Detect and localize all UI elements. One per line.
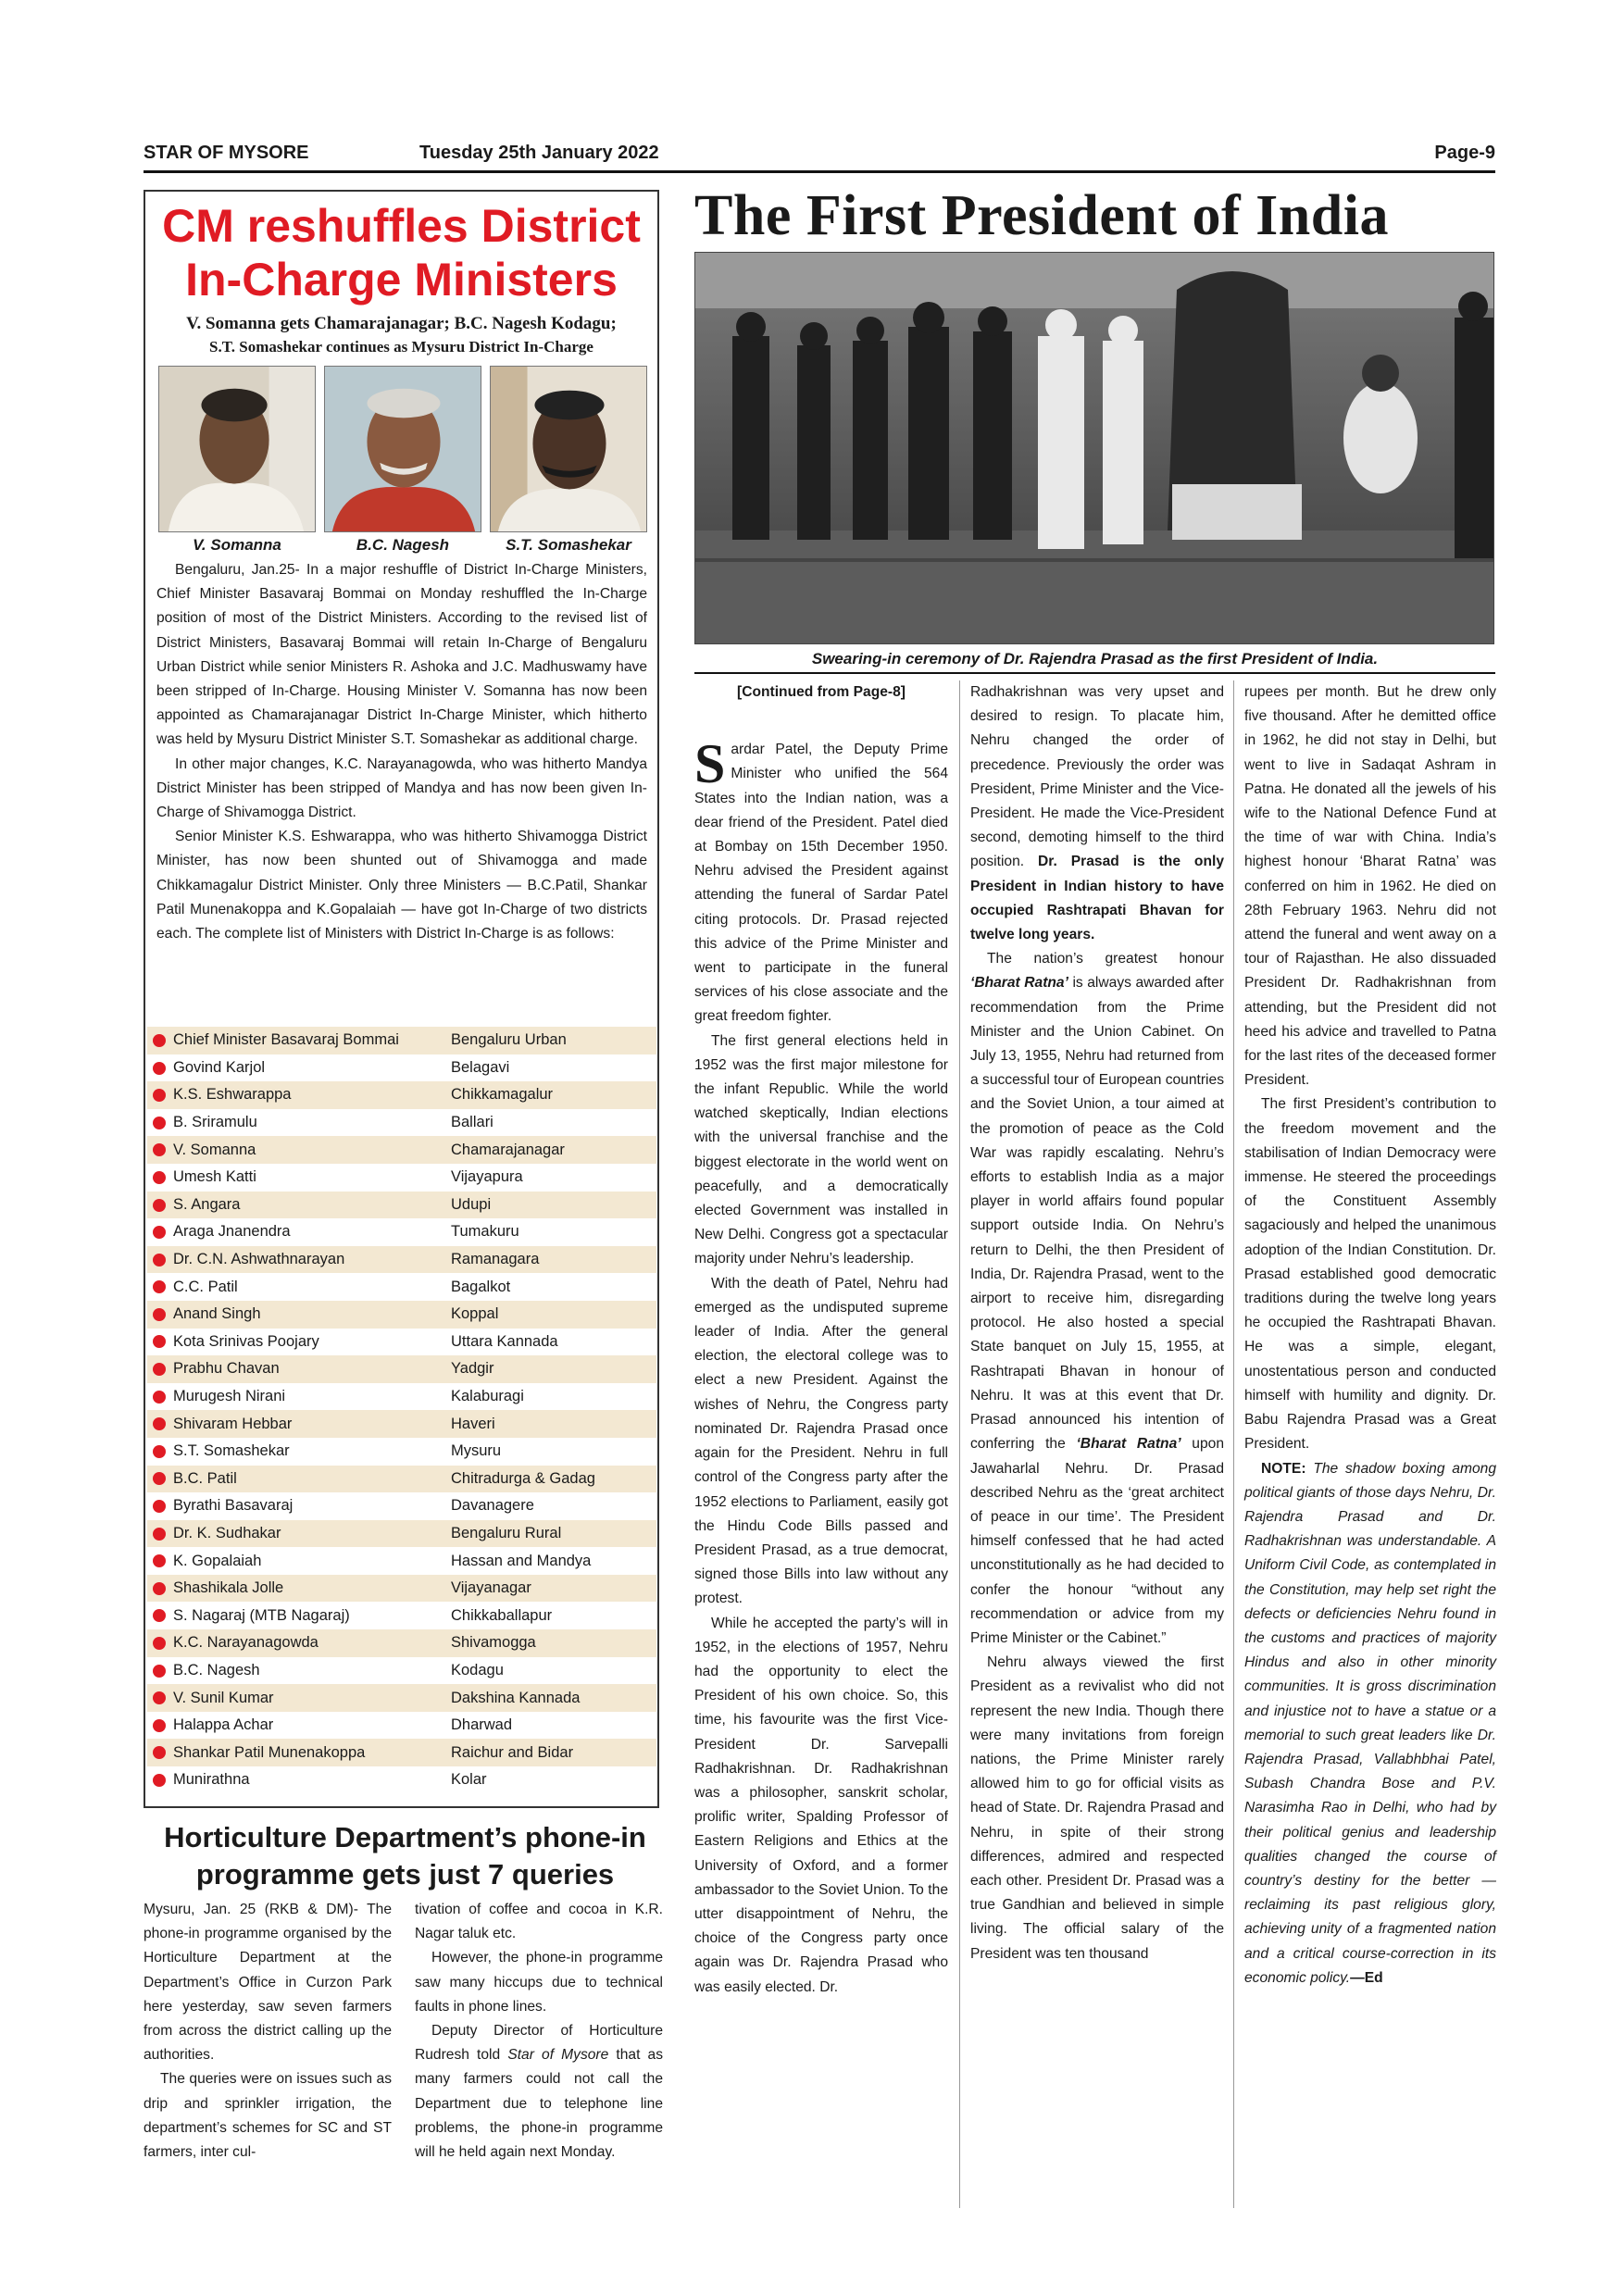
- cm-article-body: [156, 558, 647, 946]
- horticulture-paragraph: tivation of coffee and cocoa in K.R. Nagar taluk etc.: [415, 1902, 663, 1942]
- cm-paragraph: Bengaluru, Jan.25- In a major reshuffle of District In-Charge Ministers, Chief Minister Basavaraj Bommai on Monday reshuffled the In-Charge position of most of the District Ministers. According to the revised list of District Ministers, Basavaraj Bommai will retain In-Charge of Bengaluru Urban District while senior Ministers R. Ashoka and J.C. Madhuswamy have been stripped of In-Charge. Housing Minister V. Somanna has now been appointed as Chamarajanagar District In-Charge Minister, which hitherto was held by Mysuru District Minister S.T. Somashekar as additional charge.: [156, 562, 647, 748]
- president-bold-text: Dr. Prasad is the only President in Indian history to have occupied Rashtrapati Bhavan for twelve long years.: [970, 854, 1224, 943]
- red-bullet-icon: [153, 1554, 166, 1567]
- bullet-cell: [147, 1739, 173, 1766]
- president-paragraph: [970, 947, 1224, 1651]
- minister-name: B.C. Nagesh: [173, 1661, 260, 1678]
- continued-note: [Continued from Page-8]: [737, 684, 906, 700]
- minister-district: Davanagere: [451, 1497, 534, 1515]
- bullet-cell: [147, 1246, 173, 1274]
- minister-district: Chikkaballapur: [451, 1606, 553, 1624]
- note-label: NOTE:: [1261, 1460, 1306, 1477]
- minister-row: [147, 1383, 656, 1411]
- minister-district: Hassan and Mandya: [451, 1552, 592, 1569]
- red-bullet-icon: [153, 1089, 166, 1102]
- minister-row: [147, 1027, 656, 1054]
- bullet-cell: [147, 1547, 173, 1575]
- president-paragraph: With the death of Patel, Nehru had emerged as the undisputed supreme leader of India. After the general election, the electoral college was to elect a new President. Against the wishes of Nehru, the Congress party nominated Dr. Rajendra Prasad once again for the President. Nehru in full control of the Congress party after the 1952 elections to Parliament, easily got the Hindu Code Bills passed and President Prasad, as a true democrat, signed those Bills into law without any protest.: [694, 1275, 948, 1607]
- bullet-cell: [147, 1466, 173, 1493]
- red-bullet-icon: [153, 1335, 166, 1348]
- cm-headline-line1: CM reshuffles District: [162, 200, 641, 252]
- minister-row: [147, 1273, 656, 1301]
- president-paragraph: While he accepted the party’s will in 1952, in the elections of 1957, Nehru had the opportunity to elect the President of his own choice. So, this time, his favourite was the first Vice-President Dr. Sarvepalli Radhakrishnan. Dr. Radhakrishnan was a philosopher, sanskrit scholar, prolific writer, Spalding Professor of Eastern Religions and Ethics at the University of Oxford, and a former ambassador to the Soviet Union. To the utter disappointment of Nehru, the choice of the Congress party once again was Dr. Rajendra Prasad who was easily elected. Dr.: [694, 1615, 948, 1995]
- minister-district: Uttara Kannada: [451, 1332, 558, 1350]
- column-divider: [959, 680, 960, 2208]
- horticulture-headline: [144, 1819, 667, 1893]
- bullet-cell: [147, 1383, 173, 1411]
- red-bullet-icon: [153, 1445, 166, 1458]
- minister-district: Yadgir: [451, 1360, 494, 1378]
- horticulture-column-1: [144, 1898, 392, 2165]
- minister-row: [147, 1629, 656, 1657]
- minister-row: [147, 1164, 656, 1192]
- note-text: The shadow boxing among political giants of those days Nehru, Dr. Rajendra Prasad and Dr. Radhakrishnan was understandable. A Uniform Civil Code, as contemplated in the Constitution, may help set right the defects or deficiencies Nehru found in the customs and practices of majority Hindus and also in other minority communities. It is gross discrimination and injustice not to have a statue or a memorial to such great leaders like Dr. Rajendra Prasad, Vallabhbhai Patel, Subash Chandra Bose and P.V. Narasimha Rao in Delhi, who had by their political genius and leadership qualities changed the course of country’s destiny for the better — reclaiming its past religious glory, achieving unity of a fragmented nation and a critical course-correction in its economic policy.: [1244, 1460, 1496, 1986]
- minister-row: [147, 1301, 656, 1329]
- minister-name: Chief Minister Basavaraj Bommai: [173, 1031, 399, 1049]
- minister-row: [147, 1547, 656, 1575]
- swearing-in-photo: [694, 252, 1494, 644]
- bullet-cell: [147, 1438, 173, 1466]
- president-column-1: [694, 680, 948, 2000]
- bullet-cell: [147, 1657, 173, 1685]
- minister-name: K. Gopalaiah: [173, 1552, 262, 1569]
- president-paragraph: rupees per month. But he drew only five thousand. After he demitted office in 1962, he did not stay in Delhi, but went to live in Sadaqat Ashram in Patna. He donated all the jewels of his wife to the National Defence Fund at the time of war with China. India’s highest honour ‘Bharat Ratna’ was conferred on him in 1962. He died on 28th February 1963. Nehru did not attend the funeral and went away on a tour of Rajasthan. He also dissuaded President Dr. Radhakrishnan from attending, but the President did not heed his advice and travelled to Patna for the last rites of the deceased former President.: [1244, 684, 1496, 1089]
- photo-nagesh: [324, 366, 481, 532]
- minister-name: Araga Jnanendra: [173, 1223, 291, 1241]
- minister-name: Dr. C.N. Ashwathnarayan: [173, 1251, 345, 1268]
- photo-somanna: [158, 366, 316, 532]
- horticulture-paragraph: Mysuru, Jan. 25 (RKB & DM)- The phone-in programme organised by the Horticulture Department at the Department’s Office in Curzon Park here yesterday, saw seven farmers from across the district calling up the authorities.: [144, 1902, 392, 2064]
- red-bullet-icon: [153, 1582, 166, 1595]
- minister-name: Byrathi Basavaraj: [173, 1497, 294, 1515]
- editor-note: [1244, 1457, 1496, 1990]
- newspaper-name: STAR OF MYSORE: [144, 143, 309, 163]
- bharat-ratna-emphasis: ‘Bharat Ratna’: [1076, 1436, 1181, 1453]
- red-bullet-icon: [153, 1528, 166, 1541]
- minister-row: [147, 1192, 656, 1219]
- horticulture-paragraph: The queries were on issues such as drip and sprinkler irrigation, the department’s schemes for SC and ST farmers, inter cul-: [144, 2071, 392, 2161]
- cm-subhead-1: V. Somanna gets Chamarajanagar; B.C. Nagesh Kodagu;: [186, 314, 617, 333]
- newspaper-name-italic: Star of Mysore: [507, 2047, 609, 2064]
- minister-district: Vijayapura: [451, 1168, 523, 1186]
- minister-district: Bagalkot: [451, 1278, 511, 1295]
- minister-row: [147, 1466, 656, 1493]
- bullet-cell: [147, 1629, 173, 1657]
- minister-district: Bengaluru Urban: [451, 1031, 567, 1049]
- president-photo-caption: Swearing-in ceremony of Dr. Rajendra Prasad as the first President of India.: [694, 650, 1495, 674]
- red-bullet-icon: [153, 1199, 166, 1212]
- caption-somanna: V. Somanna: [193, 536, 281, 554]
- bullet-cell: [147, 1329, 173, 1356]
- caption-somashekar: S.T. Somashekar: [506, 536, 631, 554]
- president-paragraph: The first general elections held in 1952 was the first major milestone for the infant Republic. While the world watched skeptically, Indian elections with the universal franchise and the biggest electorate in the world went on peacefully, and a democratically elected Government was installed in New Delhi. Congress got a spectacular majority under Nehru’s leadership.: [694, 1032, 948, 1267]
- bullet-cell: [147, 1273, 173, 1301]
- red-bullet-icon: [153, 1171, 166, 1184]
- president-paragraph: [970, 680, 1224, 947]
- ministers-table: [147, 1027, 656, 1794]
- minister-row: [147, 1136, 656, 1164]
- horticulture-column-2: [415, 1898, 663, 2165]
- red-bullet-icon: [153, 1417, 166, 1430]
- bullet-cell: [147, 1081, 173, 1109]
- red-bullet-icon: [153, 1472, 166, 1485]
- minister-name: Govind Karjol: [173, 1058, 266, 1076]
- minister-name: K.C. Narayanagowda: [173, 1634, 319, 1652]
- president-text: Radhakrishnan was very upset and desired to resign. To placate him, Nehru changed the order of precedence. Previously the order was President, Prime Minister and the Vice-President. He made the Vice-President second, demoting himself to the third position.: [970, 684, 1224, 870]
- issue-date: Tuesday 25th January 2022: [419, 143, 659, 163]
- minister-name: Halappa Achar: [173, 1716, 274, 1734]
- minister-row: [147, 1438, 656, 1466]
- minister-row: [147, 1712, 656, 1740]
- minister-row: [147, 1410, 656, 1438]
- minister-name: Munirathna: [173, 1771, 250, 1789]
- photo-somashekar: [490, 366, 647, 532]
- horticulture-paragraph: Deputy Director of Horticulture Rudresh told Star of Mysore that as many farmers could not call the Department due to telephone line problems, the phone-in programme will he held again next Monday.: [415, 2023, 664, 2161]
- red-bullet-icon: [153, 1363, 166, 1376]
- minister-district: Belagavi: [451, 1058, 510, 1076]
- minister-row: [147, 1766, 656, 1794]
- minister-row: [147, 1657, 656, 1685]
- minister-row: [147, 1109, 656, 1137]
- bullet-cell: [147, 1355, 173, 1383]
- minister-row: [147, 1218, 656, 1246]
- minister-district: Kalaburagi: [451, 1388, 524, 1405]
- minister-district: Bengaluru Rural: [451, 1524, 562, 1541]
- minister-name: V. Somanna: [173, 1141, 256, 1158]
- minister-name: V. Sunil Kumar: [173, 1689, 274, 1706]
- minister-row: [147, 1081, 656, 1109]
- president-column-2: [970, 680, 1224, 1966]
- bullet-cell: [147, 1520, 173, 1548]
- minister-name: Anand Singh: [173, 1305, 261, 1323]
- minister-name: K.S. Eshwarappa: [173, 1086, 292, 1104]
- minister-district: Udupi: [451, 1195, 492, 1213]
- bullet-cell: [147, 1027, 173, 1054]
- bullet-cell: [147, 1136, 173, 1164]
- minister-row: [147, 1355, 656, 1383]
- minister-district: Ramanagara: [451, 1251, 540, 1268]
- cm-paragraph: In other major changes, K.C. Narayanagowda, who was hitherto Mandya District Minister has been stripped of Mandya and has now been given In-Charge of Shivamogga District.: [156, 755, 647, 821]
- bullet-cell: [147, 1492, 173, 1520]
- minister-district: Tumakuru: [451, 1223, 519, 1241]
- minister-district: Kolar: [451, 1771, 487, 1789]
- minister-district: Mysuru: [451, 1442, 502, 1460]
- red-bullet-icon: [153, 1691, 166, 1704]
- minister-name: S. Angara: [173, 1195, 241, 1213]
- bullet-cell: [147, 1766, 173, 1794]
- red-bullet-icon: [153, 1500, 166, 1513]
- minister-name: Prabhu Chavan: [173, 1360, 280, 1378]
- minister-name: Shivaram Hebbar: [173, 1415, 293, 1432]
- minister-district: Koppal: [451, 1305, 499, 1323]
- red-bullet-icon: [153, 1308, 166, 1321]
- column-divider: [1233, 680, 1234, 2208]
- minister-name: S. Nagaraj (MTB Nagaraj): [173, 1606, 350, 1624]
- bullet-cell: [147, 1712, 173, 1740]
- red-bullet-icon: [153, 1226, 166, 1239]
- minister-row: [147, 1520, 656, 1548]
- minister-row: [147, 1329, 656, 1356]
- bullet-cell: [147, 1109, 173, 1137]
- bullet-cell: [147, 1218, 173, 1246]
- minister-name: Murugesh Nirani: [173, 1388, 286, 1405]
- red-bullet-icon: [153, 1117, 166, 1129]
- minister-name: Kota Srinivas Poojary: [173, 1332, 319, 1350]
- red-bullet-icon: [153, 1254, 166, 1267]
- president-text: is always awarded after recommendation from the Prime Minister and the Union Cabinet. On July 13, 1955, Nehru had returned from a successful tour of European countries and the Soviet Union, a tour aimed at the promotion of peace as the Cold War was rapidly escalating. Nehru’s efforts to establish India as a major player in world affairs found popular support outside India. On Nehru’s return to Delhi, the then President of India, Dr. Rajendra Prasad, went to the airport to receive him, disregarding protocol. He also hosted a special State banquet on July 15, 1955, at Rashtrapati Bhavan in honour of Nehru. It was at this event that Dr. Prasad announced his intention of conferring the: [970, 975, 1224, 1453]
- cm-reshuffle-article: [144, 190, 659, 1808]
- minister-name: Shankar Patil Munenakoppa: [173, 1743, 366, 1761]
- bullet-cell: [147, 1602, 173, 1629]
- bullet-cell: [147, 1410, 173, 1438]
- president-headline: The First President of India: [694, 184, 1389, 247]
- bullet-cell: [147, 1054, 173, 1082]
- minister-district: Vijayanagar: [451, 1579, 531, 1597]
- minister-district: Raichur and Bidar: [451, 1743, 574, 1761]
- red-bullet-icon: [153, 1637, 166, 1650]
- president-paragraph: The first President’s contribution to the freedom movement and the stabilisation of Indian Democracy were immense. He steered the proceedings of the Constituent Assembly sagaciously and helped the unanimous adoption of the Indian Constitution. Dr. Prasad established good democratic traditions during the twelve long years he occupied the Rashtrapati Bhavan. He was a simple, elegant, unostentatious person and conducted himself with humility and dignity. Dr. Babu Rajendra Prasad was a Great President.: [1244, 1096, 1496, 1453]
- cm-headline-line2: In-Charge Ministers: [185, 254, 618, 306]
- minister-row: [147, 1492, 656, 1520]
- red-bullet-icon: [153, 1143, 166, 1156]
- minister-district: Shivamogga: [451, 1634, 536, 1652]
- minister-row: [147, 1684, 656, 1712]
- minister-district: Haveri: [451, 1415, 495, 1432]
- red-bullet-icon: [153, 1719, 166, 1732]
- minister-district: Chikkamagalur: [451, 1086, 554, 1104]
- red-bullet-icon: [153, 1665, 166, 1678]
- minister-row: [147, 1739, 656, 1766]
- minister-district: Ballari: [451, 1114, 493, 1131]
- minister-district: Chitradurga & Gadag: [451, 1469, 595, 1487]
- minister-row: [147, 1575, 656, 1603]
- editor-signoff: —Ed: [1350, 1969, 1383, 1986]
- minister-district: Kodagu: [451, 1661, 504, 1678]
- minister-row: [147, 1602, 656, 1629]
- bullet-cell: [147, 1575, 173, 1603]
- red-bullet-icon: [153, 1609, 166, 1622]
- president-text: The nation’s greatest honour: [987, 951, 1224, 967]
- minister-name: C.C. Patil: [173, 1278, 238, 1295]
- red-bullet-icon: [153, 1062, 166, 1075]
- president-text: upon Jawaharlal Nehru. Dr. Prasad described Nehru as the ‘great architect of peace in our time’. The President himself confessed that he had acted unconstitutionally as he had decided to confer the honour “without any recommendation or advice from my Prime Minister or the Cabinet.”: [970, 1436, 1224, 1646]
- masthead: [144, 139, 1495, 173]
- horticulture-headline-line2: programme gets just 7 queries: [195, 1858, 615, 1890]
- minister-row: [147, 1246, 656, 1274]
- caption-nagesh: B.C. Nagesh: [356, 536, 450, 554]
- red-bullet-icon: [153, 1034, 166, 1047]
- president-text: ardar Patel, the Deputy Prime Minister who unified the 564 States into the Indian nation, was a dear friend of the President. Patel died at Bombay on 15th December 1950. Nehru advised the President against attending the funeral of Sardar Patel citing protocols. Dr. Prasad rejected this advice of the Prime Minister and went to participate in the funeral services of his close associate and the great freedom fighter.: [694, 742, 948, 1025]
- minister-name: Umesh Katti: [173, 1168, 256, 1186]
- president-paragraph: Nehru always viewed the first President as a revivalist who did not represent the new India. Though there were many invitations from foreign nations, the Prime Minister rarely allowed him to go for official visits as head of State. Dr. Rajendra Prasad and Nehru, in spite of their strong differences, admired and respected each other. President Dr. Prasad was a true Gandhian and believed in simple living. The official salary of the President was ten thousand: [970, 1654, 1224, 1962]
- president-column-3: [1244, 680, 1496, 1990]
- page-number: Page-9: [1434, 143, 1495, 163]
- minister-district: Dakshina Kannada: [451, 1689, 581, 1706]
- cm-paragraph: Senior Minister K.S. Eshwarappa, who was hitherto Shivamogga District Minister, has now been shunted out of Shivamogga and made Chikkamagalur District Minister. Only three Ministers — B.C.Patil, Shankar Patil Munenakoppa and K.Gopalaiah — have got In-Charge of two districts each. The complete list of Ministers with District In-Charge is as follows:: [156, 829, 647, 942]
- red-bullet-icon: [153, 1391, 166, 1404]
- bharat-ratna-emphasis: ‘Bharat Ratna’: [970, 975, 1068, 992]
- minister-row: [147, 1054, 656, 1082]
- minister-name: Shashikala Jolle: [173, 1579, 284, 1597]
- bullet-cell: [147, 1301, 173, 1329]
- minister-name: S.T. Somashekar: [173, 1442, 290, 1460]
- bullet-cell: [147, 1192, 173, 1219]
- red-bullet-icon: [153, 1746, 166, 1759]
- red-bullet-icon: [153, 1280, 166, 1293]
- minister-district: Chamarajanagar: [451, 1141, 565, 1158]
- bullet-cell: [147, 1164, 173, 1192]
- red-bullet-icon: [153, 1774, 166, 1787]
- minister-name: B.C. Patil: [173, 1469, 237, 1487]
- drop-cap: S: [694, 733, 726, 795]
- cm-subhead-2: S.T. Somashekar continues as Mysuru District In-Charge: [209, 338, 593, 356]
- minister-district: Dharwad: [451, 1716, 513, 1734]
- bullet-cell: [147, 1684, 173, 1712]
- cm-headline: [145, 199, 657, 306]
- horticulture-paragraph: However, the phone-in programme saw many hiccups due to technical faults in phone lines.: [415, 1950, 663, 2015]
- horticulture-headline-line1: Horticulture Department’s phone-in: [164, 1821, 646, 1853]
- minister-name: Dr. K. Sudhakar: [173, 1524, 281, 1541]
- minister-name: B. Sriramulu: [173, 1114, 257, 1131]
- president-paragraph: [694, 733, 948, 1029]
